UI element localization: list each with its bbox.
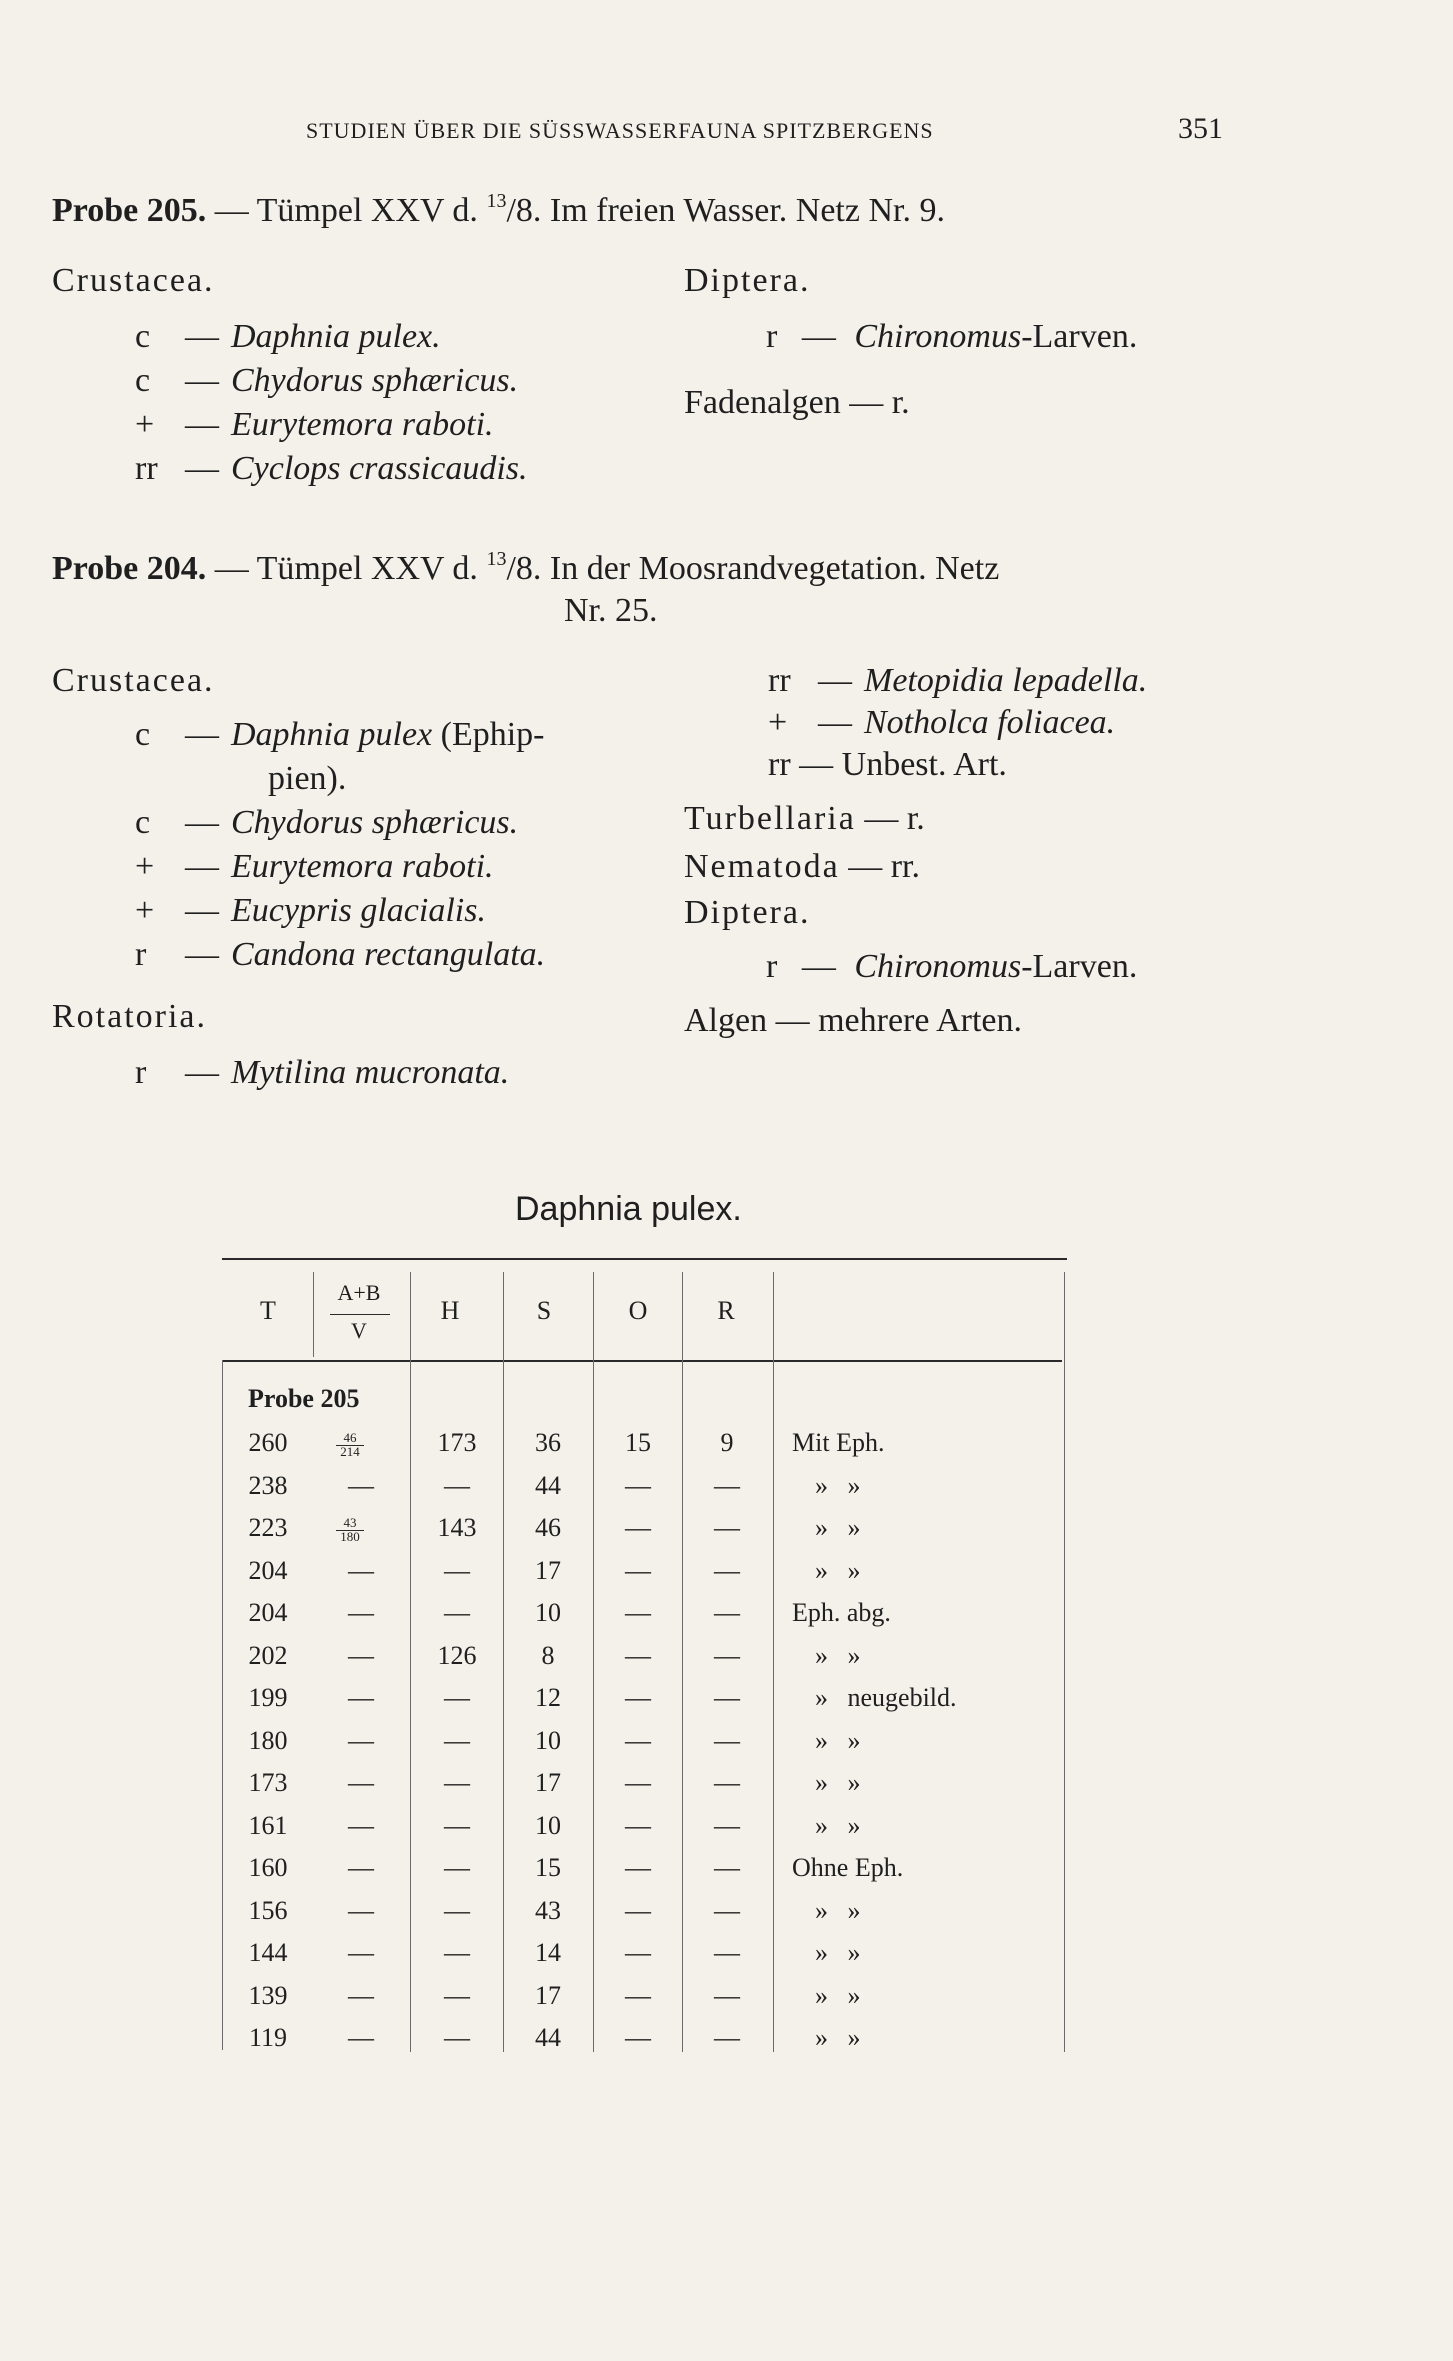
cell-ab: —	[348, 1768, 374, 1797]
header-ab-fraction-bar	[330, 1314, 390, 1315]
page-number: 351	[1178, 112, 1223, 145]
abundance: +	[135, 406, 155, 443]
species-line	[135, 362, 518, 400]
cell-remark: » »	[815, 1725, 861, 1755]
col-divider	[1064, 1272, 1065, 2052]
probe-204-chironomus	[766, 948, 1137, 986]
cell-h: —	[444, 1470, 470, 1500]
cell-t: 144	[248, 1938, 288, 1967]
species: Cyclops crassicaudis.	[231, 450, 528, 487]
cell-o: —	[625, 1598, 651, 1627]
cell-s: 17	[535, 1555, 561, 1585]
probe-205-desc-prefix: — Tümpel XXV d.	[214, 192, 487, 229]
cell-remark: » »	[815, 1768, 861, 1797]
cell-t: 204	[248, 1555, 288, 1585]
cell-s: 17	[535, 1980, 561, 2010]
genus: Chironomus	[854, 948, 1022, 985]
cell-h: —	[444, 1810, 470, 1840]
header-s: S	[536, 1296, 552, 1325]
cell-r: —	[714, 1470, 740, 1500]
col-divider	[593, 1272, 594, 2052]
abundance: rr	[768, 662, 791, 699]
group: Nematoda	[684, 848, 840, 885]
cell-o: —	[625, 1555, 651, 1585]
dash: —	[185, 318, 219, 355]
probe-205-chironomus	[766, 318, 1137, 356]
cell-t: 139	[248, 1980, 288, 2010]
cell-s: 15	[535, 1853, 561, 1882]
cell-ab: —	[348, 1938, 374, 1967]
abundance: +	[768, 704, 788, 741]
cell-s: 14	[535, 1938, 561, 1967]
cell-o: —	[625, 1513, 651, 1542]
header-r: R	[717, 1296, 735, 1325]
col-divider	[682, 1272, 683, 2052]
species: Eurytemora raboti.	[231, 406, 494, 443]
abundance: r	[135, 1054, 147, 1091]
cell-r: —	[714, 1683, 740, 1712]
group: Turbellaria	[684, 800, 856, 837]
cell-h: —	[444, 1725, 470, 1755]
cell-r: —	[714, 1725, 740, 1755]
cell-r: —	[714, 1640, 740, 1670]
abundance: +	[135, 892, 155, 929]
species: Chydorus sphæricus.	[231, 804, 519, 841]
abundance: c	[135, 716, 151, 753]
cell-o: —	[625, 1470, 651, 1500]
cell-t: 119	[248, 2023, 288, 2052]
running-header: STUDIEN ÜBER DIE SÜSSWASSERFAUNA SPITZBERGENS	[306, 118, 934, 143]
probe-205-label: Probe 205.	[52, 192, 207, 229]
cell-o: —	[625, 1938, 651, 1967]
abundance: r	[135, 936, 147, 973]
dash: —	[185, 716, 219, 753]
cell-h: —	[444, 1853, 470, 1882]
note: (Ephip-	[432, 716, 545, 753]
cell-s: 10	[535, 1810, 561, 1840]
cell-t: 260	[248, 1428, 288, 1457]
species: Candona rectangulata.	[231, 936, 546, 973]
dash: —	[801, 948, 836, 985]
cell-h: 143	[437, 1513, 477, 1542]
cell-t: 161	[248, 1810, 288, 1840]
suffix: -Larven.	[1021, 948, 1138, 985]
cell-t: 156	[248, 1895, 288, 1925]
table-title: Daphnia pulex.	[515, 1190, 742, 1228]
cell-s: 44	[535, 1470, 561, 1500]
cell-r: —	[714, 1598, 740, 1627]
probe-204-heading	[52, 548, 999, 588]
cell-s: 8	[541, 1640, 555, 1670]
cell-ab: —	[348, 1853, 374, 1882]
cell-o: —	[625, 1853, 651, 1882]
species-line	[135, 892, 486, 930]
cell-r: —	[714, 1853, 740, 1882]
col-divider	[222, 1360, 223, 2050]
table-header-rule	[222, 1360, 1062, 1362]
probe-204-desc-prefix: — Tümpel XXV d.	[214, 550, 487, 587]
cell-t: 223	[248, 1513, 288, 1542]
dash: —	[185, 406, 219, 443]
probe-205-fadenalgen: Fadenalgen — r.	[684, 384, 910, 421]
cell-remark: » »	[815, 1555, 861, 1585]
cell-remark: Mit Eph.	[792, 1428, 885, 1457]
header-ab-num: A+B	[337, 1280, 381, 1305]
probe-204-unbest: rr — Unbest. Art.	[768, 746, 1007, 783]
probe-204-desc-suffix: In der Moosrandvegetation. Netz	[541, 550, 1000, 587]
cell-r: —	[714, 1555, 740, 1585]
value: — r.	[855, 800, 925, 837]
abundance: c	[135, 318, 151, 355]
species: Metopidia lepadella.	[864, 662, 1148, 699]
dash: —	[185, 804, 219, 841]
cell-ab: —	[348, 1555, 374, 1585]
abundance: r	[766, 318, 778, 355]
cell-remark: » »	[815, 1980, 861, 2010]
cell-h: —	[444, 1768, 470, 1797]
cell-s: 10	[535, 1725, 561, 1755]
cell-ab-num: 43	[343, 1515, 357, 1530]
cell-o: —	[625, 1980, 651, 2010]
species-line	[135, 406, 494, 444]
dash: —	[818, 662, 852, 699]
cell-ab: —	[348, 1640, 374, 1670]
col-divider	[773, 1272, 774, 2052]
dash: —	[818, 704, 852, 741]
cell-o: —	[625, 1810, 651, 1840]
probe-204-nematoda	[684, 848, 920, 886]
cell-o: —	[625, 2023, 651, 2052]
cell-s: 44	[535, 2023, 561, 2052]
cell-r: —	[714, 1513, 740, 1542]
cell-h: —	[444, 1598, 470, 1627]
species: Eurytemora raboti.	[231, 848, 494, 885]
cell-ab-den: 180	[340, 1529, 360, 1544]
cell-o: —	[625, 1725, 651, 1755]
probe-204-date-num: 13	[486, 548, 507, 570]
species: Notholca foliacea.	[864, 704, 1116, 741]
dash: —	[185, 892, 219, 929]
dash: —	[185, 362, 219, 399]
cell-h: —	[444, 1683, 470, 1712]
abundance: r	[766, 948, 778, 985]
cell-remark: » neugebild.	[815, 1683, 957, 1712]
cell-r: —	[714, 1768, 740, 1797]
probe-204-crustacea-heading: Crustacea.	[52, 662, 215, 699]
cell-s: 46	[535, 1513, 561, 1542]
dash: —	[185, 1054, 219, 1091]
probe-204-heading-line2: Nr. 25.	[564, 592, 658, 629]
col-divider	[313, 1272, 314, 1357]
dash: —	[185, 450, 219, 487]
cell-ab-den: 214	[340, 1444, 360, 1459]
header-h: H	[440, 1296, 460, 1325]
col-divider	[503, 1272, 504, 2052]
cell-r: 9	[720, 1428, 734, 1457]
header-t: T	[260, 1296, 276, 1325]
cell-h: 126	[437, 1640, 477, 1670]
cell-t: 173	[248, 1768, 288, 1797]
probe-204-daphnia	[135, 716, 545, 754]
cell-o: —	[625, 1640, 651, 1670]
cell-ab: —	[348, 1980, 374, 2010]
probe-204-daphnia-note-line2: pien).	[268, 760, 347, 797]
cell-r: —	[714, 1895, 740, 1925]
species: Daphnia pulex	[231, 716, 433, 753]
cell-ab: —	[348, 1895, 374, 1925]
species-line	[768, 704, 1115, 742]
cell-s: 17	[535, 1768, 561, 1797]
table-top-rule	[222, 1258, 1067, 1260]
cell-remark: » »	[815, 2023, 861, 2052]
dash: —	[185, 936, 219, 973]
probe-205-desc-suffix: Im freien Wasser. Netz Nr. 9.	[541, 192, 945, 229]
cell-o: —	[625, 1683, 651, 1712]
abundance: rr	[135, 450, 158, 487]
species-line	[135, 804, 518, 842]
cell-h: —	[444, 1980, 470, 2010]
cell-o: —	[625, 1895, 651, 1925]
cell-r: —	[714, 1980, 740, 2010]
species-line	[135, 936, 545, 974]
value: — rr.	[839, 848, 920, 885]
probe-205-heading	[52, 190, 945, 230]
probe-204-rotatoria-heading: Rotatoria.	[52, 998, 208, 1035]
cell-remark: » »	[815, 1810, 861, 1840]
cell-h: —	[444, 1895, 470, 1925]
cell-ab: —	[348, 1470, 374, 1500]
cell-s: 12	[535, 1683, 561, 1712]
cell-remark: » »	[815, 1513, 861, 1542]
cell-remark: » »	[815, 1938, 861, 1967]
probe-204-diptera-heading: Diptera.	[684, 894, 811, 931]
cell-r: —	[714, 2023, 740, 2052]
probe-205-crustacea-heading: Crustacea.	[52, 262, 215, 299]
genus: Chironomus	[854, 318, 1022, 355]
cell-remark: Eph. abg.	[792, 1598, 891, 1627]
cell-o: 15	[625, 1428, 651, 1457]
cell-ab: —	[348, 2023, 374, 2052]
probe-204-label: Probe 204.	[52, 550, 207, 587]
dash: —	[801, 318, 836, 355]
cell-t: 199	[248, 1683, 288, 1712]
cell-ab: —	[348, 1725, 374, 1755]
species-line	[768, 662, 1147, 700]
cell-s: 10	[535, 1598, 561, 1627]
probe-205-date-num: 13	[486, 190, 507, 212]
probe-205-diptera-heading: Diptera.	[684, 262, 811, 299]
probe-204-turbellaria	[684, 800, 925, 838]
cell-h: 173	[437, 1428, 477, 1457]
species-line	[135, 318, 441, 356]
cell-s: 43	[535, 1895, 561, 1925]
cell-r: —	[714, 1938, 740, 1967]
species: Eucypris glacialis.	[231, 892, 486, 929]
cell-r: —	[714, 1810, 740, 1840]
species: Mytilina mucronata.	[231, 1054, 510, 1091]
cell-remark: Ohne Eph.	[792, 1853, 904, 1882]
cell-t: 238	[248, 1470, 288, 1500]
cell-o: —	[625, 1768, 651, 1797]
probe-204-date-den: /8.	[506, 550, 542, 587]
probe-204-mytilina	[135, 1054, 509, 1092]
probe-204-algen: Algen — mehrere Arten.	[684, 1002, 1022, 1039]
dash: —	[185, 848, 219, 885]
abundance: +	[135, 848, 155, 885]
cell-h: —	[444, 1938, 470, 1967]
cell-ab: —	[348, 1598, 374, 1627]
cell-ab: —	[348, 1810, 374, 1840]
cell-remark: » »	[815, 1640, 861, 1670]
cell-t: 180	[248, 1725, 288, 1755]
cell-ab: —	[348, 1683, 374, 1712]
species: Chydorus sphæricus.	[231, 362, 519, 399]
cell-s: 36	[535, 1428, 561, 1457]
table-probe-label: Probe 205	[248, 1384, 360, 1413]
species: Daphnia pulex.	[231, 318, 441, 355]
abundance: c	[135, 804, 151, 841]
cell-remark: » »	[815, 1470, 861, 1500]
suffix: -Larven.	[1021, 318, 1138, 355]
cell-t: 202	[248, 1640, 288, 1670]
col-divider	[410, 1272, 411, 2052]
cell-t: 160	[248, 1853, 288, 1882]
cell-t: 204	[248, 1598, 288, 1627]
species-line	[135, 450, 528, 488]
cell-remark: » »	[815, 1895, 861, 1925]
header-ab-den: V	[351, 1318, 367, 1343]
header-o: O	[628, 1296, 648, 1325]
cell-h: —	[444, 2023, 470, 2052]
abundance: c	[135, 362, 151, 399]
cell-h: —	[444, 1555, 470, 1585]
species-line	[135, 848, 494, 886]
cell-ab-num: 46	[343, 1430, 357, 1445]
probe-205-date-den: /8.	[506, 192, 542, 229]
